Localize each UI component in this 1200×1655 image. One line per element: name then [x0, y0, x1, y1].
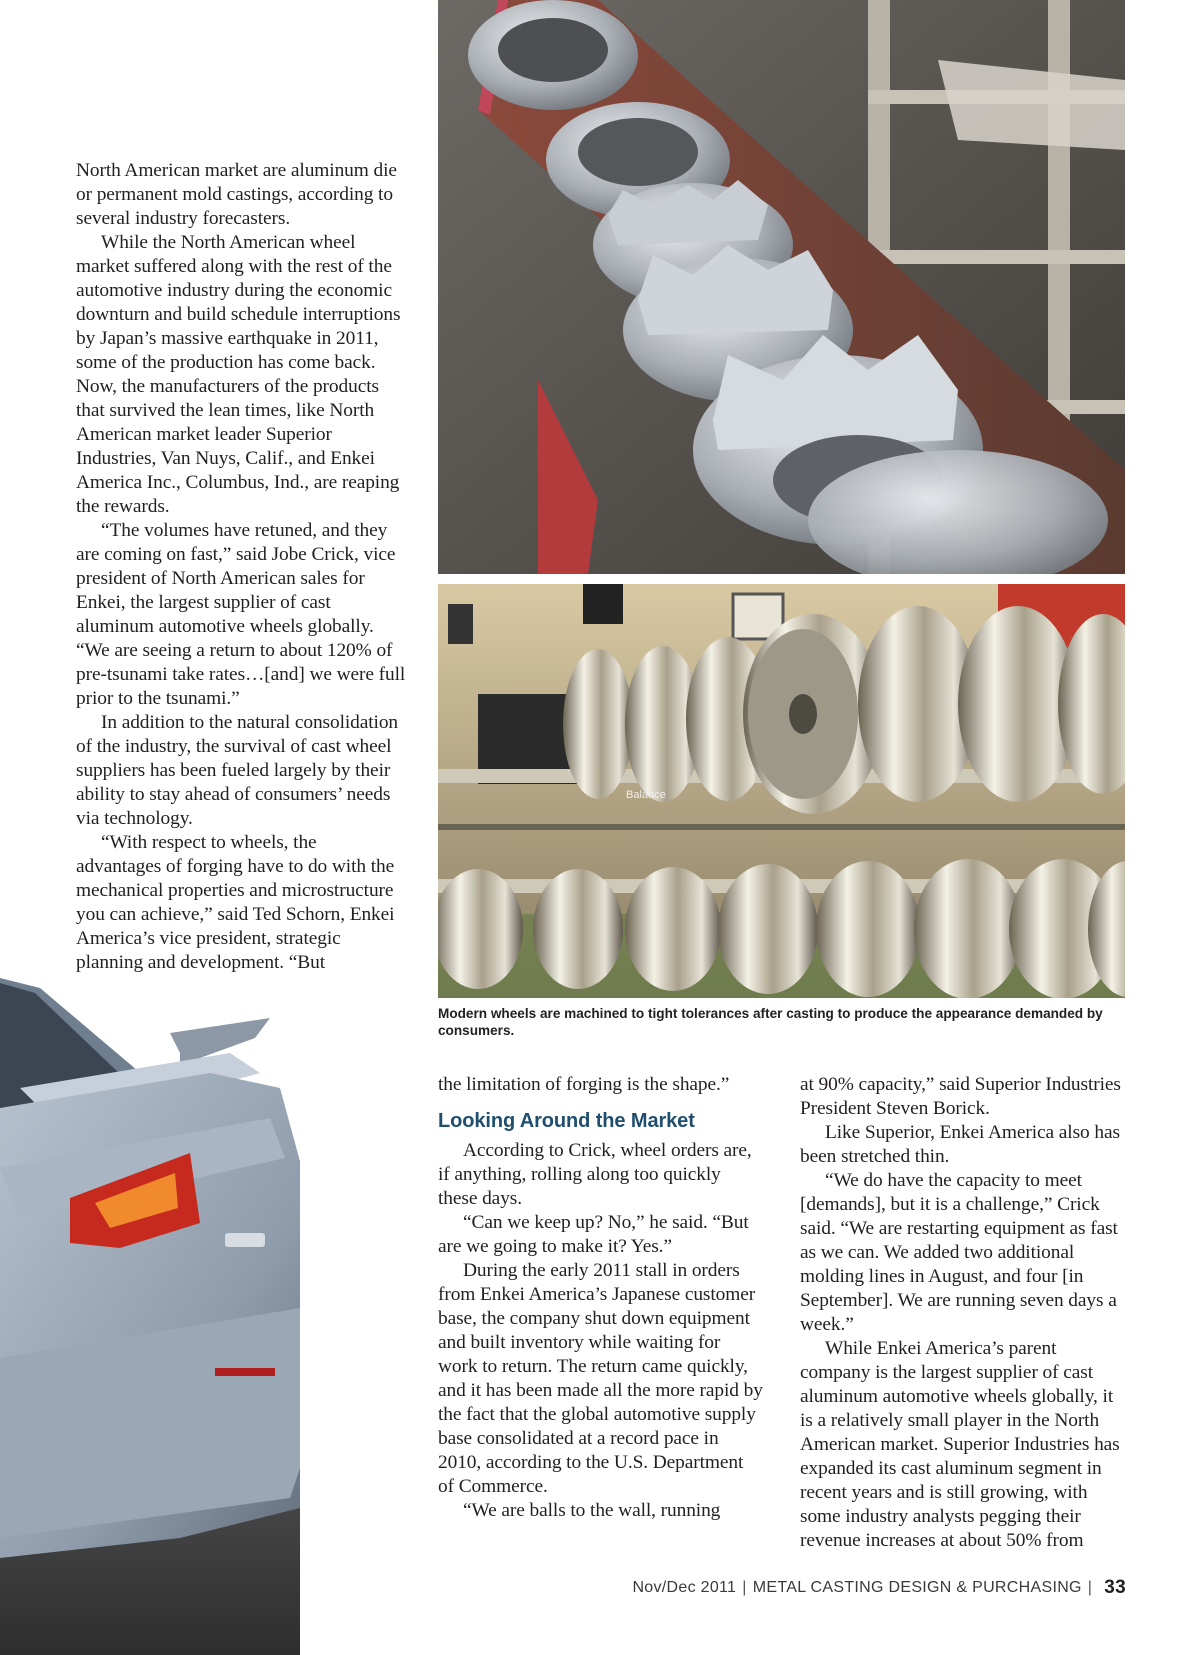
- balance-label: Balance: [626, 789, 666, 801]
- photo-silver-car-rear: [0, 978, 400, 1655]
- paragraph: “With respect to wheels, the advantages of forging have to do with the mechanical properties and microstructure you can achieve,” said Ted Schorn, Enkei America’s vice president, strategic planning and development. “But: [76, 832, 395, 973]
- cast-wheels-illustration: [438, 0, 1125, 574]
- paragraph: North American market are aluminum die or permanent mold castings, according to several industry forecasters.: [76, 160, 397, 229]
- page-footer: [632, 1577, 1126, 1599]
- page-number: 33: [1104, 1577, 1126, 1598]
- paragraph: While Enkei America’s parent company is the largest supplier of cast aluminum automotive wheels globally, it is a relatively small player in the North American market. Superior Industries has expanded its cast aluminum segment in recent years and is still growing, with some industry analysts pegging their revenue increases at about 50% from: [800, 1338, 1120, 1551]
- paragraph: “We are balls to the wall, running: [463, 1500, 721, 1521]
- paragraph: Like Superior, Enkei America also has been stretched thin.: [800, 1122, 1120, 1167]
- article-column-right: [800, 1073, 1130, 1553]
- article-column-left: [76, 159, 406, 975]
- paragraph: at 90% capacity,” said Superior Industries President Steven Borick.: [800, 1074, 1121, 1119]
- photo-machined-wheels-racks: [438, 584, 1125, 998]
- paragraph: During the early 2011 stall in orders from Enkei America’s Japanese customer base, the company shut down equipment and built inventory while waiting for work to return. The return came quickly, and it has been made all the more rapid by the fact that the global automotive supply base consolidated at a record pace in 2010, according to the U.S. Department of Commerce.: [438, 1260, 763, 1497]
- footer-publication: METAL CASTING DESIGN & PURCHASING: [752, 1579, 1082, 1596]
- paragraph: While the North American wheel market suffered along with the rest of the automotive industry during the economic downturn and build schedule interruptions by Japan’s massive earthquake in 2011, some of the production has come back. Now, the manufacturers of the products that survived the lean times, like North American market leader Superior Industries, Van Nuys, Calif., and Enkei America Inc., Columbus, Ind., are reaping the rewards.: [76, 232, 401, 517]
- footer-divider: |: [742, 1579, 747, 1596]
- section-subhead: Looking Around the Market: [438, 1110, 695, 1132]
- photo-cast-wheels-conveyor: [438, 0, 1125, 574]
- paragraph: “We do have the capacity to meet [demands], but it is a challenge,” Crick said. “We are restarting equipment as fast as we can. We added two additional molding lines in August, and four [in September]. We are running seven days a week.”: [800, 1170, 1118, 1335]
- footer-issue: Nov/Dec 2011: [632, 1579, 737, 1596]
- car-illustration: [0, 978, 400, 1655]
- paragraph: According to Crick, wheel orders are, if anything, rolling along too quickly these days.: [438, 1140, 752, 1209]
- paragraph: “Can we keep up? No,” he said. “But are we going to make it? Yes.”: [438, 1212, 749, 1257]
- paragraph: “The volumes have retuned, and they are coming on fast,” said Jobe Crick, vice president of North American sales for Enkei, the largest supplier of cast aluminum automotive wheels globally. “We are seeing a return to about 120% of pre-tsunami take rates…[and] we were full prior to the tsunami.”: [76, 520, 406, 709]
- article-column-middle: [438, 1073, 763, 1523]
- paragraph: the limitation of forging is the shape.”: [438, 1074, 730, 1095]
- footer-divider: |: [1087, 1579, 1093, 1596]
- photo-caption: Modern wheels are machined to tight tolerances after casting to produce the appearance demanded by consumers.: [438, 1006, 1103, 1038]
- machined-wheels-illustration: [438, 584, 1125, 998]
- paragraph: In addition to the natural consolidation of the industry, the survival of cast wheel suppliers has been fueled largely by their ability to stay ahead of consumers’ needs via technology.: [76, 712, 399, 829]
